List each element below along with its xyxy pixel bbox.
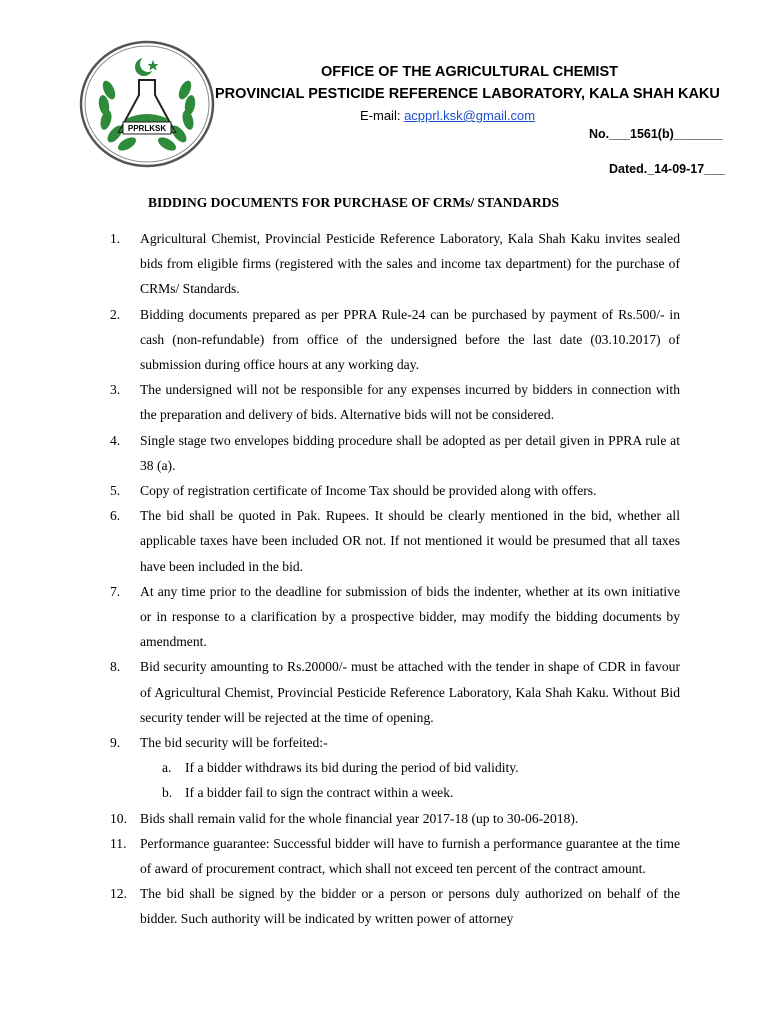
sub-list-item: a. If a bidder withdraws its bid during the period of bid validity. — [162, 760, 519, 776]
list-item: 5. Copy of registration certificate of Income Tax should be provided along with offers. — [110, 483, 597, 499]
document-date: Dated._14-09-17___ — [609, 162, 726, 176]
list-item: 6. The bid shall be quoted in Pak. Rupees. It should be clearly mentioned in the bid, whether all applicable taxes have been included OR not. If not mentioned it would be presumed that all taxes have been included in the bid. — [110, 508, 680, 574]
list-item: 7. At any time prior to the deadline for submission of bids the indenter, whether at its own initiative or in response to a clarification by a prospective bidder, may modify the bidding documents by amendment. — [110, 583, 680, 650]
list-item: 1. Agricultural Chemist, Provincial Pesticide Reference Laboratory, Kala Shah Kaku invites sealed bids from eligible firms (registered with the sales and income tax department) for the purchase of CRMs/ Standards. — [110, 231, 680, 297]
laboratory-title: PROVINCIAL PESTICIDE REFERENCE LABORATORY, KALA SHAH KAKU — [215, 86, 720, 102]
sub-list-item: b. If a bidder fail to sign the contract within a week. — [162, 785, 454, 801]
list-item: 10. Bids shall remain valid for the whole financial year 2017-18 (up to 30-06-2018). — [110, 810, 579, 826]
logo-text: PPRLKSK — [127, 124, 167, 133]
office-title: OFFICE OF THE AGRICULTURAL CHEMIST — [321, 64, 618, 80]
list-item: 4. Single stage two envelopes bidding procedure shall be adopted as per detail given in PPRA rule at 38 (a). — [110, 432, 680, 473]
email-link[interactable]: acpprl.ksk@gmail.com — [404, 108, 536, 123]
list-item: 8. Bid security amounting to Rs.20000/- must be attached with the tender in shape of CDR in favour of Agricultural Chemist, Provincial Pesticide Reference Laboratory, Kala Shah Kaku. Without Bid security tender will be rejected at the time of opening. — [110, 659, 680, 725]
list-item: 2. Bidding documents prepared as per PPRA Rule-24 can be purchased by payment of Rs.500/- in cash (non-refundable) from office of the undersigned before the last date (03.10.2017) of submission during office hours at any working day. — [110, 306, 680, 373]
list-item: 3. The undersigned will not be responsible for any expenses incurred by bidders in connection with the preparation and delivery of bids. Alternative bids will not be considered. — [110, 382, 680, 423]
email-line — [360, 108, 535, 123]
document-title: BIDDING DOCUMENTS FOR PURCHASE OF CRMs/ STANDARDS — [148, 195, 560, 210]
document-body — [110, 226, 680, 932]
reference-number: No.___1561(b)_______ — [589, 127, 723, 141]
email-label: E-mail: — [360, 108, 401, 123]
laboratory-logo-seal — [79, 40, 215, 168]
list-item: 11. Performance guarantee: Successful bidder will have to furnish a performance guarantee at the time of award of procurement contract, which shall not exceed ten percent of the contract amount. — [110, 835, 680, 877]
list-item: 12. The bid shall be signed by the bidder or a person or persons duly authorized on behalf of the bidder. Such authority will be indicated by written power of attorney — [110, 886, 680, 927]
list-item: 9. The bid security will be forfeited:- — [110, 735, 328, 751]
